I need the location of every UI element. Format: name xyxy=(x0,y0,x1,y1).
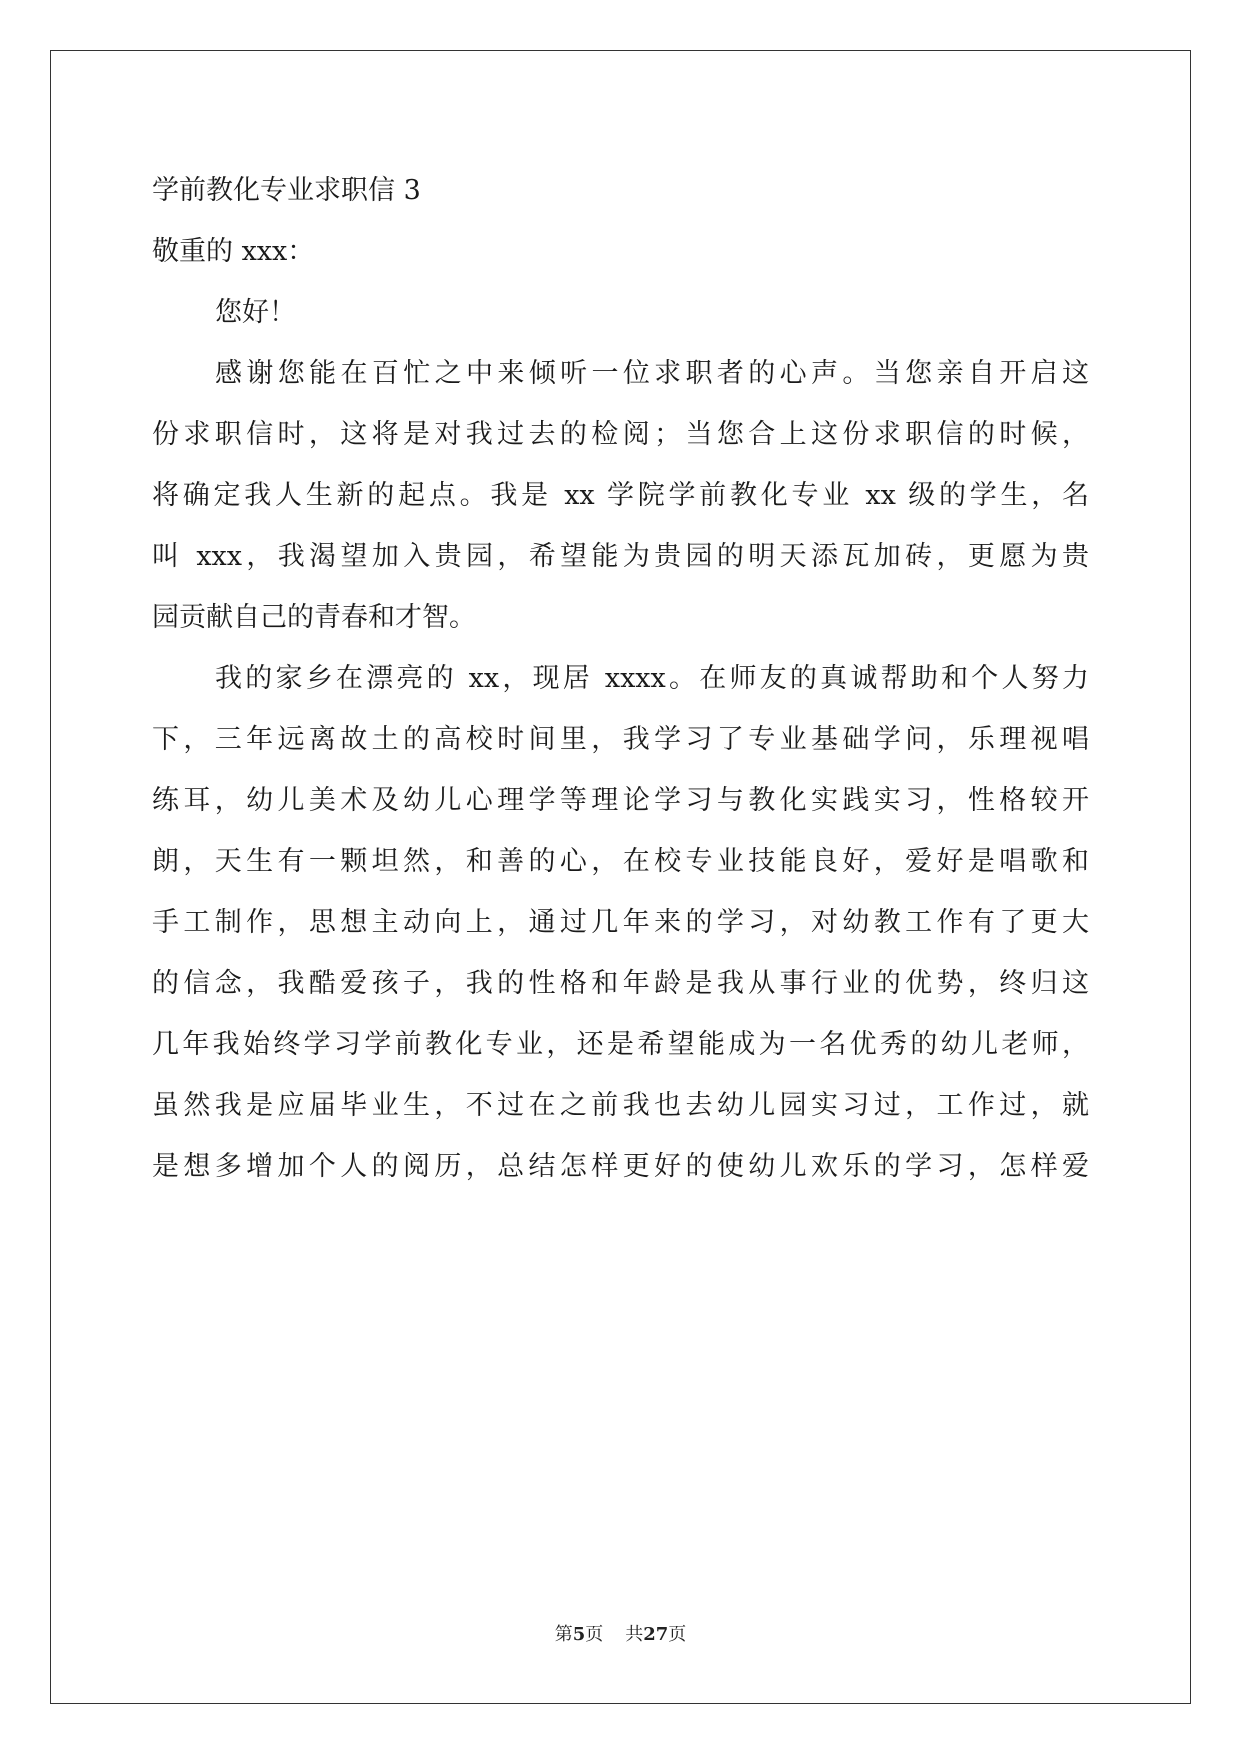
page-suffix: 页 xyxy=(585,1624,604,1645)
total-suffix: 页 xyxy=(668,1624,687,1645)
paragraph-line: 我的家乡在漂亮的 xx，现居 xxxx。在师友的真诚帮助和个人努力 xyxy=(215,663,1089,694)
paragraph-line: 朗，天生有一颗坦然，和善的心，在校专业技能良好，爱好是唱歌和 xyxy=(152,846,1089,877)
total-pages: 27 xyxy=(643,1624,669,1645)
paragraph-line: 感谢您能在百忙之中来倾听一位求职者的心声。当您亲自开启这 xyxy=(215,358,1089,389)
paragraph-1 xyxy=(152,343,1089,648)
paragraph-line: 的信念，我酷爱孩子，我的性格和年龄是我从事行业的优势，终归这 xyxy=(152,968,1089,999)
total-prefix: 共 xyxy=(625,1624,644,1645)
greeting: 您好！ xyxy=(215,297,296,328)
paragraph-line: 园贡献自己的青春和才智。 xyxy=(152,602,476,633)
page-prefix: 第 xyxy=(554,1624,573,1645)
paragraph-line: 叫 xxx，我渴望加入贵园，希望能为贵园的明天添瓦加砖，更愿为贵 xyxy=(152,541,1089,572)
paragraph-line: 份求职信时，这将是对我过去的检阅；当您合上这份求职信的时候， xyxy=(152,419,1089,450)
paragraph-line: 将确定我人生新的起点。我是 xx 学院学前教化专业 xx 级的学生，名 xyxy=(152,480,1089,511)
paragraph-line: 练耳，幼儿美术及幼儿心理学等理论学习与教化实践实习，性格较开 xyxy=(152,785,1089,816)
paragraph-line: 是想多增加个人的阅历，总结怎样更好的使幼儿欢乐的学习，怎样爱 xyxy=(152,1151,1089,1182)
document-body xyxy=(152,160,1089,1197)
page-footer xyxy=(0,1624,1241,1646)
salutation: 敬重的 xxx： xyxy=(152,236,315,267)
paragraph-line: 手工制作，思想主动向上，通过几年来的学习，对幼教工作有了更大 xyxy=(152,907,1089,938)
paragraph-line: 虽然我是应届毕业生，不过在之前我也去幼儿园实习过，工作过，就 xyxy=(152,1090,1089,1121)
paragraph-2 xyxy=(152,648,1089,1197)
paragraph-line: 下，三年远离故土的高校时间里，我学习了专业基础学问，乐理视唱 xyxy=(152,724,1089,755)
paragraph-line: 几年我始终学习学前教化专业，还是希望能成为一名优秀的幼儿老师， xyxy=(152,1029,1089,1060)
document-title: 学前教化专业求职信 3 xyxy=(152,175,421,206)
page-number: 5 xyxy=(572,1624,586,1645)
